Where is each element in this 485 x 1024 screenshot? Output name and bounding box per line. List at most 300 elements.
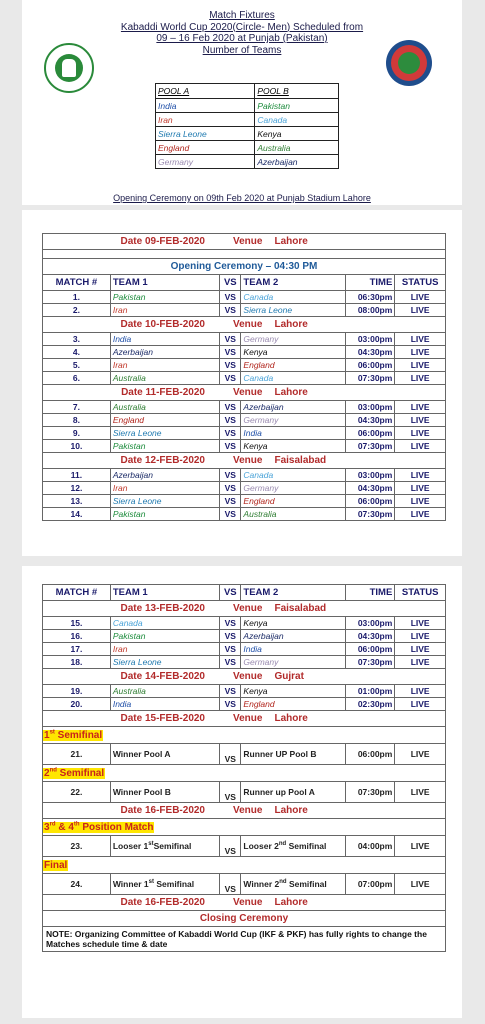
team-2-ordinal: nd	[278, 841, 287, 848]
vs-label: VS	[220, 440, 241, 453]
vs-label: VS	[220, 508, 241, 521]
match-number: 22.	[43, 782, 111, 803]
association-logo	[386, 40, 432, 86]
vs-header: VS	[220, 275, 241, 291]
stage-label-row	[43, 727, 446, 744]
venue-label: Venue	[233, 387, 263, 398]
team-2: Runner UP Pool B	[241, 744, 345, 765]
team-2-suffix: Semifinal	[286, 841, 327, 851]
match-time: 07:00pm	[345, 874, 395, 895]
team-1-text: Looser 1	[112, 841, 149, 851]
team-1: Winner Pool B	[110, 782, 219, 803]
pool-b-team: Azerbaijan	[255, 155, 339, 169]
match-number: 23.	[43, 836, 111, 857]
team-2: England	[241, 359, 345, 372]
match-time: 02:30pm	[345, 698, 395, 711]
team-1: Winner Pool A	[110, 744, 219, 765]
vs-label: VS	[220, 744, 241, 765]
date-venue-cell	[43, 234, 446, 250]
venue-label: Venue	[233, 455, 263, 466]
match-row	[43, 401, 446, 414]
match-row	[43, 304, 446, 317]
match-date: Date 11-FEB-2020	[121, 387, 205, 398]
venue-city: Faisalabad	[274, 455, 327, 466]
title-line-3: 09 – 16 Feb 2020 at Punjab (Pakistan)	[156, 33, 328, 44]
spacer-cell	[43, 250, 446, 259]
stage-label	[43, 768, 105, 779]
pool-row	[156, 113, 339, 127]
team-1: India	[110, 698, 219, 711]
date-venue-row	[43, 385, 446, 401]
date-venue-row	[43, 234, 446, 250]
vs-label: VS	[220, 346, 241, 359]
team-1: Australia	[110, 401, 219, 414]
venue-city: Lahore	[274, 713, 308, 724]
match-status: LIVE	[395, 617, 446, 630]
team-1: Iran	[110, 304, 219, 317]
match-time: 04:30pm	[345, 414, 395, 427]
vs-label: VS	[220, 469, 241, 482]
team-1: Pakistan	[110, 508, 219, 521]
team-1-text: Winner 1	[112, 879, 149, 889]
vs-label: VS	[220, 495, 241, 508]
venue-label: Venue	[233, 805, 263, 816]
vs-label: VS	[220, 427, 241, 440]
match-status: LIVE	[395, 333, 446, 346]
match-time: 07:30pm	[345, 656, 395, 669]
match-number: 19.	[43, 685, 111, 698]
title-line-1: Match Fixtures	[209, 10, 275, 21]
stage-label	[43, 730, 103, 741]
pool-row	[156, 127, 339, 141]
venue-city: Lahore	[274, 387, 308, 398]
match-number: 1.	[43, 291, 111, 304]
pool-b-team: Kenya	[255, 127, 339, 141]
stage-label	[43, 860, 68, 871]
match-row	[43, 495, 446, 508]
match-status: LIVE	[395, 427, 446, 440]
vs-label: VS	[220, 414, 241, 427]
vs-label: VS	[220, 643, 241, 656]
match-time: 06:00pm	[345, 643, 395, 656]
vs-label: VS	[220, 291, 241, 304]
vs-label: VS	[220, 333, 241, 346]
date-venue-row	[43, 317, 446, 333]
vs-label: VS	[220, 685, 241, 698]
team-1-suffix: Semifinal	[153, 841, 192, 851]
match-row	[43, 630, 446, 643]
match-time: 06:00pm	[345, 359, 395, 372]
team-1: Canada	[110, 617, 219, 630]
team-1: Sierra Leone	[110, 656, 219, 669]
federation-logo	[44, 43, 94, 93]
match-time: 03:00pm	[345, 401, 395, 414]
match-row	[43, 656, 446, 669]
knockout-match-row	[43, 782, 446, 803]
match-number: 17.	[43, 643, 111, 656]
team-2: Azerbaijan	[241, 630, 345, 643]
stage-name: Semifinal	[56, 767, 105, 779]
closing-ceremony-text: Closing Ceremony	[43, 911, 446, 927]
match-row	[43, 440, 446, 453]
team-2-ordinal: nd	[279, 879, 287, 886]
match-status: LIVE	[395, 782, 446, 803]
match-row	[43, 346, 446, 359]
match-status: LIVE	[395, 440, 446, 453]
match-date: Date 09-FEB-2020	[120, 236, 205, 247]
stage-label-cell	[43, 857, 446, 874]
match-row	[43, 685, 446, 698]
date-venue-cell	[43, 803, 446, 819]
match-time: 07:30pm	[345, 782, 395, 803]
team-1: Sierra Leone	[110, 495, 219, 508]
stage-number: 3	[44, 821, 50, 833]
match-date: Date 12-FEB-2020	[120, 455, 205, 466]
team-2-text: Looser 2	[243, 841, 279, 851]
match-number: 5.	[43, 359, 111, 372]
team-1-ordinal: st	[148, 879, 154, 886]
match-status: LIVE	[395, 656, 446, 669]
match-status: LIVE	[395, 291, 446, 304]
match-number: 7.	[43, 401, 111, 414]
time-header: TIME	[345, 585, 395, 601]
match-date: Date 10-FEB-2020	[120, 319, 205, 330]
stage-label-cell	[43, 819, 446, 836]
match-number: 4.	[43, 346, 111, 359]
team-1: India	[110, 333, 219, 346]
schedule-page-2	[22, 566, 462, 1018]
venue-city: Faisalabad	[274, 603, 327, 614]
stage-label-row	[43, 765, 446, 782]
schedule-page-1	[22, 210, 462, 556]
team-1: Pakistan	[110, 630, 219, 643]
match-number: 18.	[43, 656, 111, 669]
match-date: Date 14-FEB-2020	[120, 671, 205, 682]
vs-label: VS	[220, 874, 241, 895]
stage-ordinal: rd	[49, 821, 56, 828]
pool-a-team: Sierra Leone	[156, 127, 255, 141]
venue-city: Lahore	[274, 319, 308, 330]
team2-header: TEAM 2	[241, 585, 345, 601]
match-row	[43, 414, 446, 427]
stage-number: 2	[44, 767, 50, 779]
pool-b-team: Australia	[255, 141, 339, 155]
team-1: Azerbaijan	[110, 469, 219, 482]
date-venue-row	[43, 453, 446, 469]
venue-city: Lahore	[274, 805, 308, 816]
schedule-table-1	[42, 233, 446, 521]
pool-b-team: Canada	[255, 113, 339, 127]
match-date: Date 15-FEB-2020	[120, 713, 205, 724]
match-time: 04:30pm	[345, 482, 395, 495]
match-date: Date 16-FEB-2020	[120, 897, 205, 908]
pool-table	[155, 83, 339, 169]
match-status: LIVE	[395, 508, 446, 521]
match-number: 11.	[43, 469, 111, 482]
match-time: 03:00pm	[345, 617, 395, 630]
team-2: Kenya	[241, 685, 345, 698]
match-row	[43, 698, 446, 711]
opening-ceremony-text: Opening Ceremony – 04:30 PM	[43, 259, 446, 275]
match-time: 06:00pm	[345, 495, 395, 508]
team-1-ordinal: st	[148, 841, 154, 848]
match-status: LIVE	[395, 630, 446, 643]
team-2: England	[241, 495, 345, 508]
team1-header: TEAM 1	[110, 585, 219, 601]
match-number: 13.	[43, 495, 111, 508]
stage-mid: & 4	[55, 821, 74, 833]
title-line-4: Number of Teams	[202, 44, 282, 56]
column-header-row	[43, 275, 446, 291]
match-number: 2.	[43, 304, 111, 317]
team-2: Canada	[241, 469, 345, 482]
opening-ceremony-row	[43, 259, 446, 275]
stage-label-row	[43, 819, 446, 836]
date-venue-cell	[43, 711, 446, 727]
match-row	[43, 359, 446, 372]
schedule-note: NOTE: Organizing Committee of Kabaddi World Cup (IKF & PKF) has fully rights to change the Matches schedule time & date	[43, 927, 446, 952]
team-1-suffix: Semifinal	[154, 879, 195, 889]
pool-b-header: POOL B	[255, 84, 339, 99]
team-2: Germany	[241, 656, 345, 669]
stage-label-row	[43, 857, 446, 874]
match-status: LIVE	[395, 414, 446, 427]
date-venue-row	[43, 803, 446, 819]
team-2: Germany	[241, 414, 345, 427]
vs-label: VS	[220, 836, 241, 857]
match-time: 04:00pm	[345, 836, 395, 857]
team-1: Pakistan	[110, 291, 219, 304]
vs-label: VS	[220, 630, 241, 643]
match-date: Date 13-FEB-2020	[120, 603, 205, 614]
venue-label: Venue	[233, 671, 263, 682]
match-status: LIVE	[395, 495, 446, 508]
column-header-row	[43, 585, 446, 601]
pool-b-team: Pakistan	[255, 99, 339, 113]
date-venue-row	[43, 895, 446, 911]
date-venue-cell	[43, 601, 446, 617]
match-row	[43, 643, 446, 656]
pool-a-team: Germany	[156, 155, 255, 169]
date-venue-cell	[43, 669, 446, 685]
team-2: Germany	[241, 333, 345, 346]
team-2: India	[241, 643, 345, 656]
team-1: Pakistan	[110, 440, 219, 453]
stage-number: 1	[44, 729, 50, 741]
team-2: Runner up Pool A	[241, 782, 345, 803]
match-number-header: MATCH #	[43, 275, 111, 291]
team-2: Canada	[241, 291, 345, 304]
team-2	[241, 874, 345, 895]
match-row	[43, 617, 446, 630]
match-number: 15.	[43, 617, 111, 630]
match-number: 12.	[43, 482, 111, 495]
title-line-2: Kabaddi World Cup 2020(Circle- Men) Scheduled from	[120, 21, 364, 33]
match-number: 6.	[43, 372, 111, 385]
match-time: 04:30pm	[345, 346, 395, 359]
knockout-match-row	[43, 744, 446, 765]
stage-ordinal-2: th	[73, 821, 80, 828]
team-2: Canada	[241, 372, 345, 385]
match-status: LIVE	[395, 643, 446, 656]
stage-name: Semifinal	[54, 729, 103, 741]
match-row	[43, 469, 446, 482]
vs-label: VS	[220, 372, 241, 385]
team-2	[241, 836, 345, 857]
match-status: LIVE	[395, 346, 446, 359]
match-status: LIVE	[395, 482, 446, 495]
match-number: 16.	[43, 630, 111, 643]
team-2: Kenya	[241, 346, 345, 359]
match-date: Date 16-FEB-2020	[120, 805, 205, 816]
closing-ceremony-row	[43, 911, 446, 927]
match-time: 03:00pm	[345, 469, 395, 482]
match-time: 06:30pm	[345, 291, 395, 304]
vs-label: VS	[220, 698, 241, 711]
match-number: 9.	[43, 427, 111, 440]
team-1: Azerbaijan	[110, 346, 219, 359]
team-2: England	[241, 698, 345, 711]
spacer-row	[43, 250, 446, 259]
fixtures-header-page	[22, 0, 462, 205]
match-status: LIVE	[395, 401, 446, 414]
match-time: 08:00pm	[345, 304, 395, 317]
team-1	[110, 836, 219, 857]
team-1: Iran	[110, 359, 219, 372]
date-venue-row	[43, 669, 446, 685]
venue-city: Lahore	[274, 897, 308, 908]
team2-header: TEAM 2	[241, 275, 345, 291]
match-status: LIVE	[395, 836, 446, 857]
team-2: Australia	[241, 508, 345, 521]
match-status: LIVE	[395, 372, 446, 385]
venue-city: Gujrat	[274, 671, 304, 682]
venue-label: Venue	[233, 897, 263, 908]
team-1: Sierra Leone	[110, 427, 219, 440]
stage-ordinal: nd	[49, 767, 57, 774]
stage-label-cell	[43, 765, 446, 782]
match-time: 04:30pm	[345, 630, 395, 643]
match-time: 06:00pm	[345, 744, 395, 765]
date-venue-cell	[43, 895, 446, 911]
match-number: 20.	[43, 698, 111, 711]
match-status: LIVE	[395, 469, 446, 482]
match-status: LIVE	[395, 685, 446, 698]
team-1: Iran	[110, 482, 219, 495]
match-number: 24.	[43, 874, 111, 895]
schedule-table-2	[42, 584, 446, 952]
knockout-match-row	[43, 874, 446, 895]
team-2: Sierra Leone	[241, 304, 345, 317]
vs-label: VS	[220, 617, 241, 630]
status-header: STATUS	[395, 275, 446, 291]
knockout-match-row	[43, 836, 446, 857]
stage-name: Final	[44, 859, 68, 871]
match-row	[43, 482, 446, 495]
match-time: 03:00pm	[345, 333, 395, 346]
pool-a-header: POOL A	[156, 84, 255, 99]
vs-label: VS	[220, 482, 241, 495]
vs-header: VS	[220, 585, 241, 601]
vs-label: VS	[220, 782, 241, 803]
pool-a-team: England	[156, 141, 255, 155]
team-2: Germany	[241, 482, 345, 495]
match-number-header: MATCH #	[43, 585, 111, 601]
match-time: 07:30pm	[345, 440, 395, 453]
match-time: 01:00pm	[345, 685, 395, 698]
match-row	[43, 427, 446, 440]
pool-row	[156, 99, 339, 113]
match-status: LIVE	[395, 698, 446, 711]
match-row	[43, 508, 446, 521]
team-1: England	[110, 414, 219, 427]
match-row	[43, 291, 446, 304]
team-2: Kenya	[241, 617, 345, 630]
stage-label	[43, 822, 154, 833]
team-1: Australia	[110, 685, 219, 698]
venue-label: Venue	[233, 713, 263, 724]
match-number: 21.	[43, 744, 111, 765]
team-2-suffix: Semifinal	[286, 879, 327, 889]
team-1: Iran	[110, 643, 219, 656]
team-2: Azerbaijan	[241, 401, 345, 414]
vs-label: VS	[220, 656, 241, 669]
date-venue-cell	[43, 453, 446, 469]
match-time: 06:00pm	[345, 427, 395, 440]
vs-label: VS	[220, 304, 241, 317]
date-venue-cell	[43, 385, 446, 401]
stage-ordinal: st	[49, 729, 55, 736]
venue-city: Lahore	[274, 236, 308, 247]
match-status: LIVE	[395, 874, 446, 895]
team-2: Kenya	[241, 440, 345, 453]
pool-a-team: Iran	[156, 113, 255, 127]
team-2-text: Winner 2	[243, 879, 280, 889]
match-number: 8.	[43, 414, 111, 427]
vs-label: VS	[220, 359, 241, 372]
match-time: 07:30pm	[345, 372, 395, 385]
match-status: LIVE	[395, 359, 446, 372]
stage-name: Position Match	[79, 821, 154, 833]
opening-ceremony-note: Opening Ceremony on 09th Feb 2020 at Punjab Stadium Lahore	[113, 193, 371, 203]
date-venue-row	[43, 711, 446, 727]
match-row	[43, 333, 446, 346]
time-header: TIME	[345, 275, 395, 291]
match-time: 07:30pm	[345, 508, 395, 521]
match-status: LIVE	[395, 744, 446, 765]
pool-row	[156, 141, 339, 155]
stage-label-cell	[43, 727, 446, 744]
team1-header: TEAM 1	[110, 275, 219, 291]
match-number: 3.	[43, 333, 111, 346]
team-2: India	[241, 427, 345, 440]
venue-label: Venue	[233, 319, 263, 330]
status-header: STATUS	[395, 585, 446, 601]
team-1	[110, 874, 219, 895]
pool-a-team: India	[156, 99, 255, 113]
date-venue-cell	[43, 317, 446, 333]
venue-label: Venue	[233, 236, 263, 247]
venue-label: Venue	[233, 603, 263, 614]
match-row	[43, 372, 446, 385]
match-status: LIVE	[395, 304, 446, 317]
team-1: Australia	[110, 372, 219, 385]
match-number: 14.	[43, 508, 111, 521]
match-number: 10.	[43, 440, 111, 453]
date-venue-row	[43, 601, 446, 617]
vs-label: VS	[220, 401, 241, 414]
note-row	[43, 927, 446, 952]
